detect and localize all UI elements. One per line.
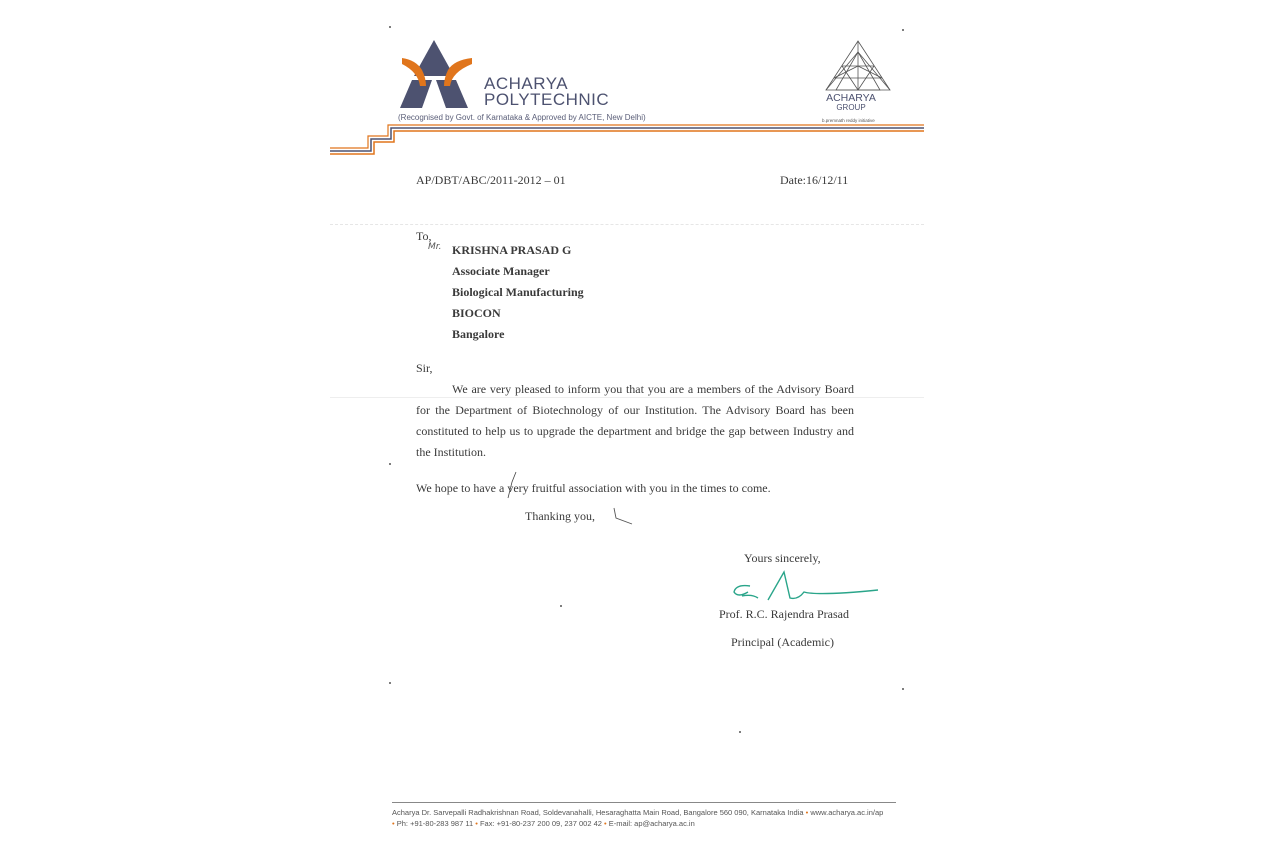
group-name-line2: GROUP	[836, 103, 866, 112]
valediction: Yours sincerely,	[744, 551, 821, 565]
letter-date: Date:16/12/11	[780, 173, 849, 187]
signature-icon	[728, 568, 884, 608]
signatory-name: Prof. R.C. Rajendra Prasad	[719, 607, 849, 621]
recipient-department: Biological Manufacturing	[452, 285, 584, 299]
footer-bullet: •	[392, 819, 395, 828]
footer-contact-row	[392, 819, 695, 828]
footer-bullet: •	[475, 819, 478, 828]
recipient-company: BIOCON	[452, 306, 501, 320]
scan-speck	[902, 688, 904, 690]
footer-divider	[392, 802, 896, 803]
footer-bullet: •	[604, 819, 607, 828]
group-name-line1: ACHARYA	[826, 92, 876, 104]
footer-bullet: •	[805, 808, 809, 817]
thanks-line: Thanking you,	[525, 509, 595, 523]
acharya-polytechnic-logo-icon	[396, 36, 486, 112]
pen-mark-icon	[502, 470, 522, 502]
institution-name-line2: POLYTECHNIC	[484, 90, 610, 109]
footer-address: Acharya Dr. Sarvepalli Radhakrishnan Road, Soldevanahalli, Hesaraghatta Main Road, Bangalore 560 090, Karnataka India	[392, 808, 804, 817]
group-tagline: b.premnath reddy initiative	[822, 118, 875, 123]
signatory-title: Principal (Academic)	[731, 635, 834, 649]
reference-number: AP/DBT/ABC/2011-2012 – 01	[416, 173, 566, 187]
to-label: To,	[416, 229, 432, 243]
recipient-designation: Associate Manager	[452, 264, 550, 278]
recipient-name: KRISHNA PRASAD G	[452, 243, 572, 257]
body-paragraph-2: We hope to have a very fruitful association with you in the times to come.	[416, 481, 771, 495]
handwritten-salutation: Mr.	[428, 242, 442, 252]
footer-address-row	[392, 808, 883, 817]
footer-phone: Ph: +91-80-283 987 11	[396, 819, 474, 828]
institution-name-line1: ACHARYA	[484, 74, 569, 93]
group-name	[822, 93, 880, 113]
footer-email[interactable]: E-mail: ap@acharya.ac.in	[608, 819, 695, 828]
letterhead-divider	[330, 124, 924, 156]
scan-speck	[902, 29, 904, 31]
recognition-text: (Recognised by Govt. of Karnataka & Approved by AICTE, New Delhi)	[398, 113, 646, 122]
institution-name	[484, 76, 609, 108]
greeting: Sir,	[416, 361, 433, 375]
scan-line	[330, 224, 924, 225]
recipient-city: Bangalore	[452, 327, 505, 341]
scan-speck	[389, 463, 391, 465]
footer-website[interactable]: www.acharya.ac.in/ap	[810, 808, 884, 817]
tick-mark-icon	[610, 504, 636, 528]
scan-speck	[389, 682, 391, 684]
scan-speck	[389, 26, 391, 28]
body-paragraph-1: We are very pleased to inform you that you are a members of the Advisory Board for the Department of Biotechnology of our Institution. The Advisory Board has been constituted to help us to upgrade the department and bridge the gap between Industry and the Institution.	[416, 382, 854, 459]
scan-speck	[739, 731, 741, 733]
acharya-group-logo-icon	[820, 38, 896, 94]
scan-speck	[560, 605, 562, 607]
footer-fax: Fax: +91-80-237 200 09, 237 002 42	[479, 819, 602, 828]
